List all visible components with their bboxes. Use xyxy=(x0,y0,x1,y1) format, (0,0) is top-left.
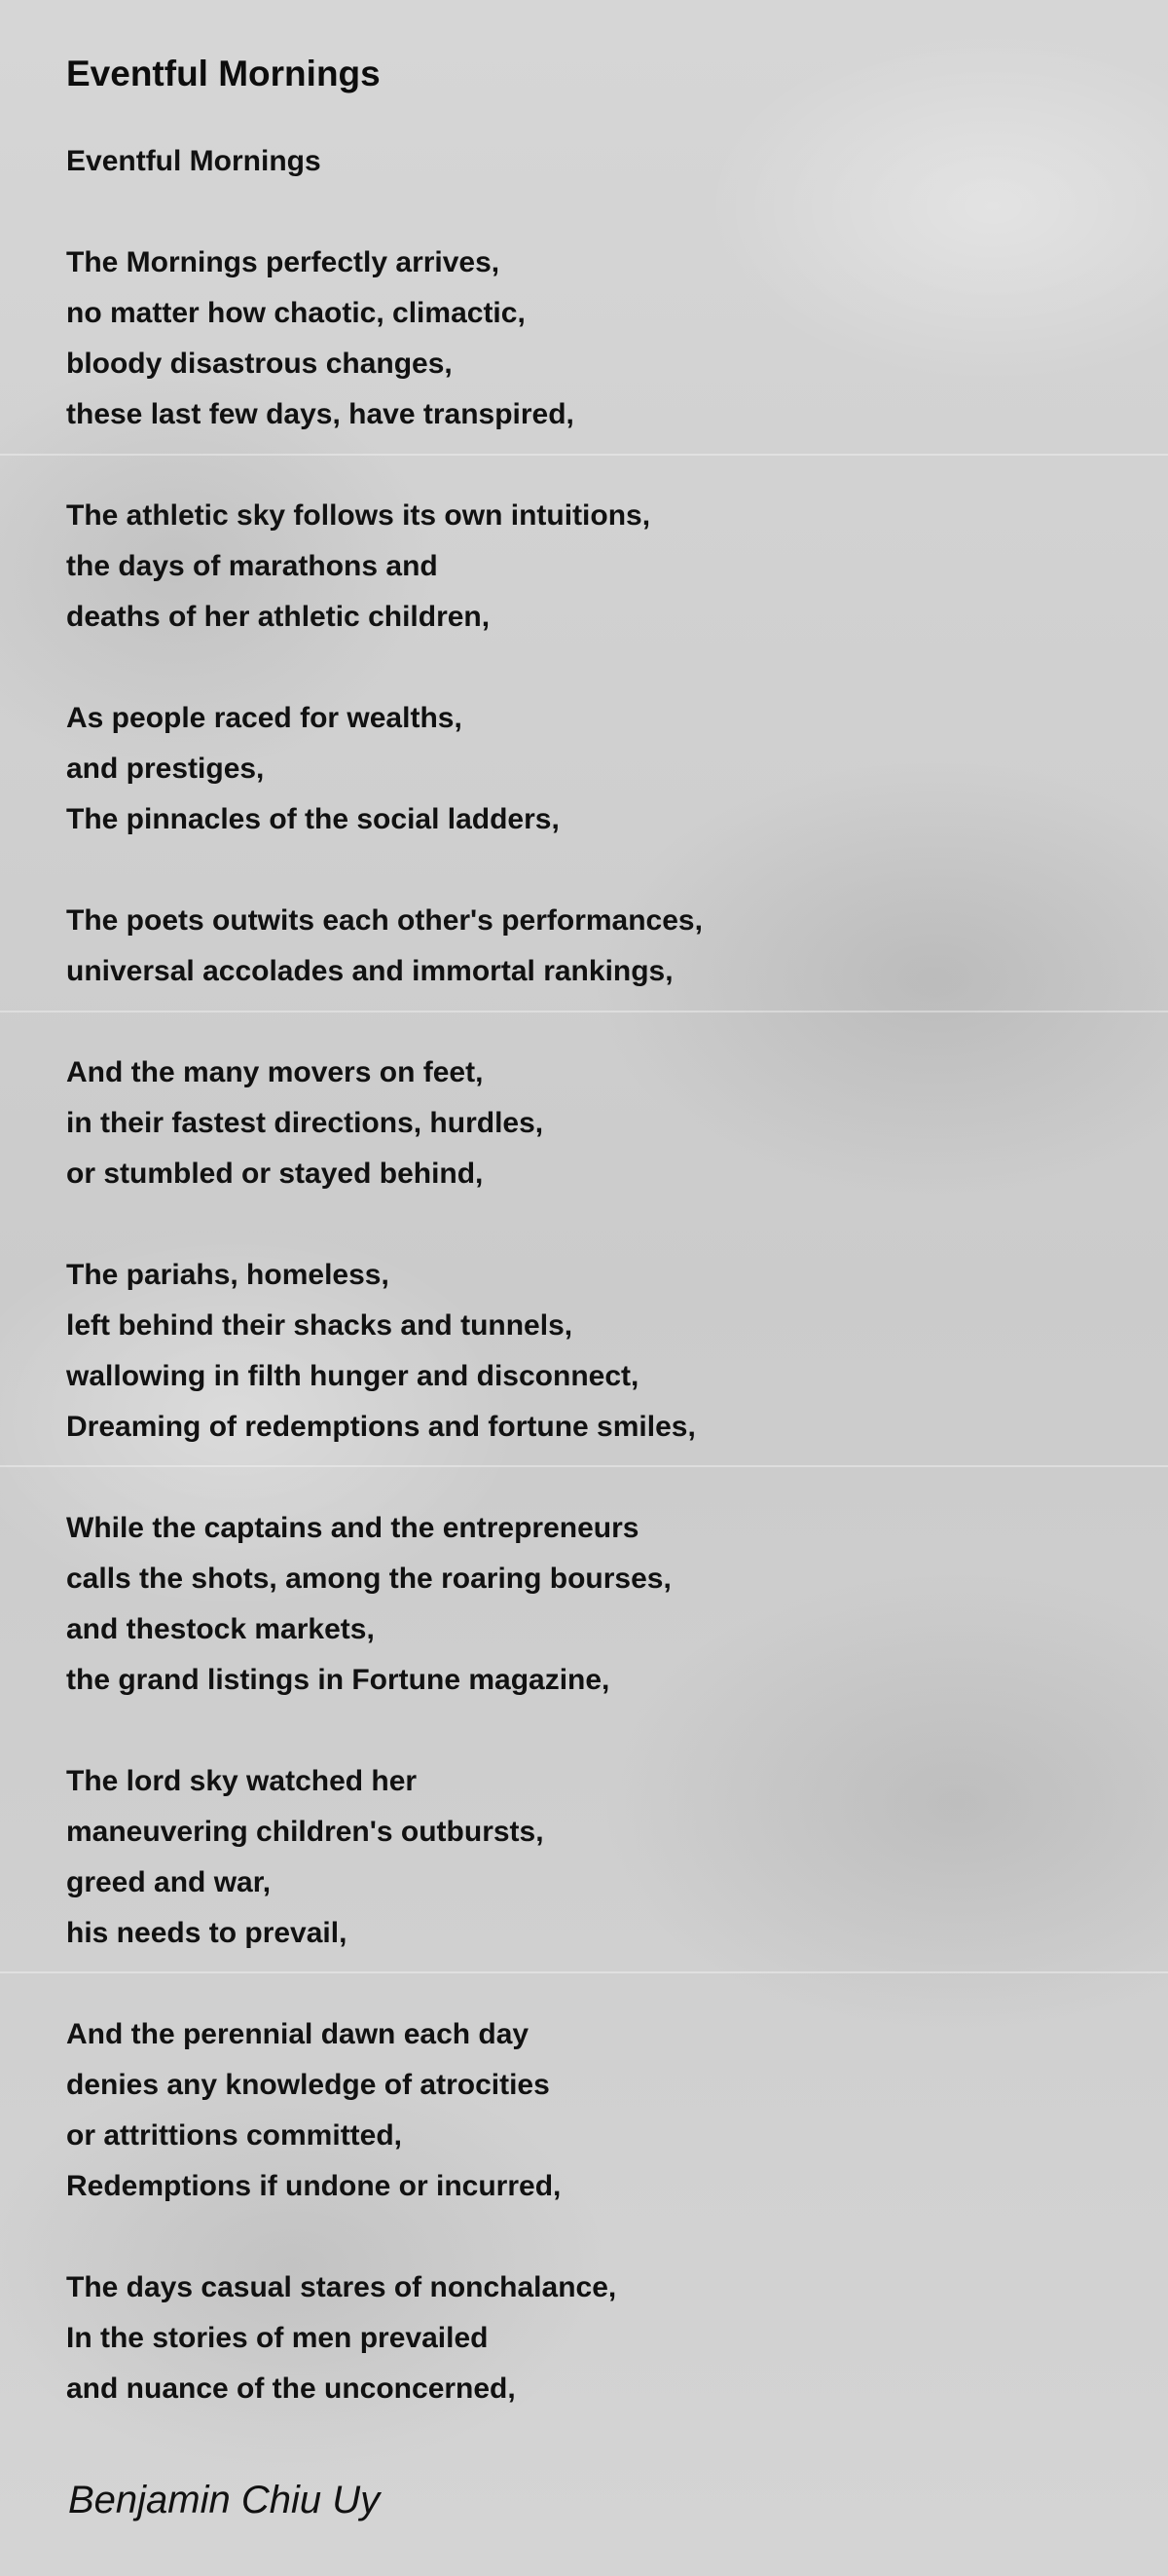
poem-line: The days casual stares of nonchalance, xyxy=(66,2271,617,2303)
poem-line: his needs to prevail, xyxy=(66,1917,347,1949)
poem-stanza xyxy=(66,1250,1117,1453)
poem-line: these last few days, have transpired, xyxy=(66,398,574,430)
poem-line: and thestock markets, xyxy=(66,1613,375,1645)
poem-line: denies any knowledge of atrocities xyxy=(66,2069,550,2101)
poem-line: The Mornings perfectly arrives, xyxy=(66,246,500,278)
poem-line: or stumbled or stayed behind, xyxy=(66,1158,484,1190)
poem-line: While the captains and the entrepreneurs xyxy=(66,1512,639,1544)
poem-body xyxy=(66,136,1117,2414)
poem-line: left behind their shacks and tunnels, xyxy=(66,1309,573,1342)
poem-line: and nuance of the unconcerned, xyxy=(66,2373,516,2405)
poem-line: The poets outwits each other's performances, xyxy=(66,904,703,937)
poem-line: bloody disastrous changes, xyxy=(66,348,453,380)
poem-stanza xyxy=(66,238,1117,440)
poem-line: maneuvering children's outbursts, xyxy=(66,1816,544,1848)
poem-line: Dreaming of redemptions and fortune smiles, xyxy=(66,1411,696,1443)
poem-stanza xyxy=(66,1048,1117,1199)
poem-stanza xyxy=(66,2263,1117,2414)
poem-line: the days of marathons and xyxy=(66,550,438,582)
poem-subtitle: Eventful Mornings xyxy=(66,145,321,177)
poem-container xyxy=(66,47,1117,2465)
poem-line: The athletic sky follows its own intuitions, xyxy=(66,499,651,532)
poem-stanza xyxy=(66,1503,1117,1706)
poem-line: wallowing in filth hunger and disconnect, xyxy=(66,1360,639,1392)
poem-line: As people raced for wealths, xyxy=(66,702,462,734)
page-title: Eventful Mornings xyxy=(66,54,381,93)
poem-line: Redemptions if undone or incurred, xyxy=(66,2170,562,2202)
poem-line: And the perennial dawn each day xyxy=(66,2018,529,2050)
poem-line: universal accolades and immortal rankings, xyxy=(66,955,674,987)
poem-line: and prestiges, xyxy=(66,753,265,785)
poem-line: The pinnacles of the social ladders, xyxy=(66,803,560,835)
poem-stanza xyxy=(66,136,1117,187)
poem-line: In the stories of men prevailed xyxy=(66,2322,489,2354)
poem-line: no matter how chaotic, climactic, xyxy=(66,297,526,329)
poem-stanza xyxy=(66,693,1117,845)
poem-line: deaths of her athletic children, xyxy=(66,601,491,633)
poem-stanza xyxy=(66,896,1117,997)
poem-stanza xyxy=(66,1756,1117,1959)
poem-line: in their fastest directions, hurdles, xyxy=(66,1107,544,1139)
poem-stanza xyxy=(66,2009,1117,2212)
poem-line: greed and war, xyxy=(66,1866,272,1898)
poem-line: the grand listings in Fortune magazine, xyxy=(66,1664,610,1696)
poem-stanza xyxy=(66,491,1117,643)
author-signature: Benjamin Chiu Uy xyxy=(68,2479,381,2521)
poem-line: The lord sky watched her xyxy=(66,1765,418,1797)
poem-line: And the many movers on feet, xyxy=(66,1056,484,1088)
poem-line: The pariahs, homeless, xyxy=(66,1259,389,1291)
poem-line: or attrittions committed, xyxy=(66,2119,403,2152)
poem-line: calls the shots, among the roaring bourses, xyxy=(66,1563,672,1595)
